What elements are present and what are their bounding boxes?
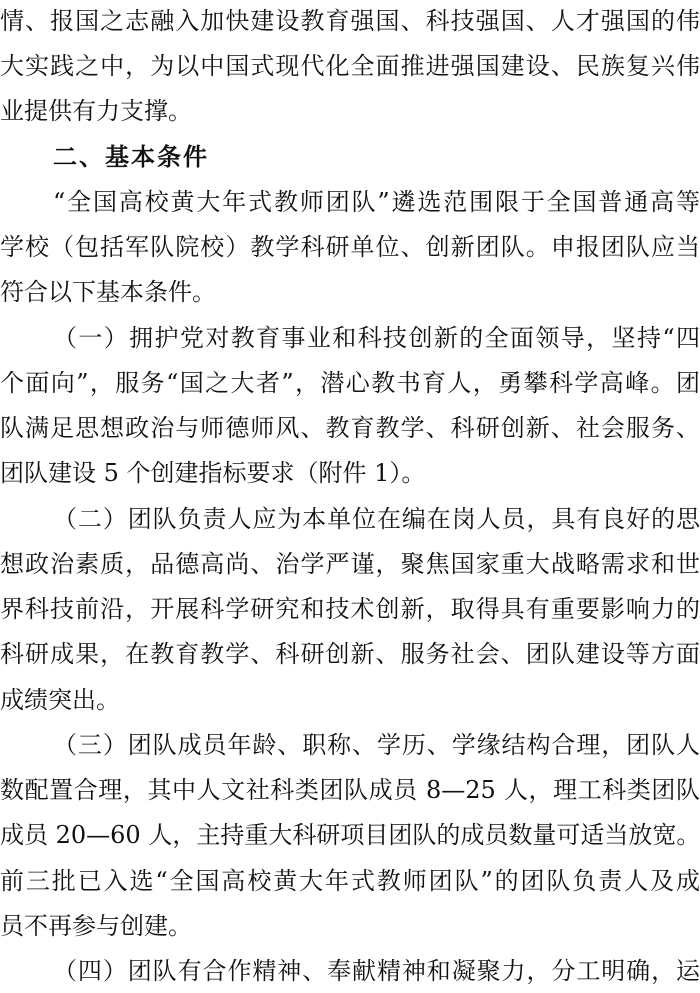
text-line: 界科技前沿，开展科学研究和技术创新，取得具有重要影响力的 bbox=[0, 595, 700, 623]
text-line: 队满足思想政治与师德师风、教育教学、科研创新、社会服务、 bbox=[0, 414, 700, 442]
text-line: 情、报国之志融入加快建设教育强国、科技强国、人才强国的伟 bbox=[0, 7, 700, 35]
text-line: 成员 20—60 人，主持重大科研项目团队的成员数量可适当放宽。 bbox=[0, 821, 700, 849]
section-heading: 二、基本条件 bbox=[53, 143, 209, 171]
text-line: （四）团队有合作精神、奉献精神和凝聚力，分工明确，运 bbox=[53, 957, 700, 985]
text-line: 学校（包括军队院校）教学科研单位、创新团队。申报团队应当 bbox=[0, 233, 700, 261]
text-line: 符合以下基本条件。 bbox=[0, 278, 216, 306]
text-line: （三）团队成员年龄、职称、学历、学缘结构合理，团队人 bbox=[53, 731, 700, 759]
text-line: 团队建设 5 个创建指标要求（附件 1）。 bbox=[0, 459, 426, 487]
text-line: 科研成果，在教育教学、科研创新、服务社会、团队建设等方面 bbox=[0, 640, 700, 668]
text-line: 想政治素质，品德高尚、治学严谨，聚焦国家重大战略需求和世 bbox=[0, 550, 700, 578]
text-line: 员不再参与创建。 bbox=[0, 912, 192, 940]
text-line: “全国高校黄大年式教师团队”遴选范围限于全国普通高等 bbox=[53, 188, 700, 216]
text-line: （一）拥护党对教育事业和科技创新的全面领导，坚持“四 bbox=[53, 324, 700, 352]
text-line: 业提供有力支撑。 bbox=[0, 97, 192, 125]
text-line: 前三批已入选“全国高校黄大年式教师团队”的团队负责人及成 bbox=[0, 867, 700, 895]
text-line: （二）团队负责人应为本单位在编在岗人员，具有良好的思 bbox=[53, 505, 700, 533]
text-line: 数配置合理，其中人文社科类团队成员 8—25 人，理工科类团队 bbox=[0, 776, 700, 804]
text-line: 个面向”，服务“国之大者”，潜心教书育人，勇攀科学高峰。团 bbox=[0, 369, 700, 397]
text-line: 大实践之中，为以中国式现代化全面推进强国建设、民族复兴伟 bbox=[0, 52, 700, 80]
text-line: 成绩突出。 bbox=[0, 686, 120, 714]
